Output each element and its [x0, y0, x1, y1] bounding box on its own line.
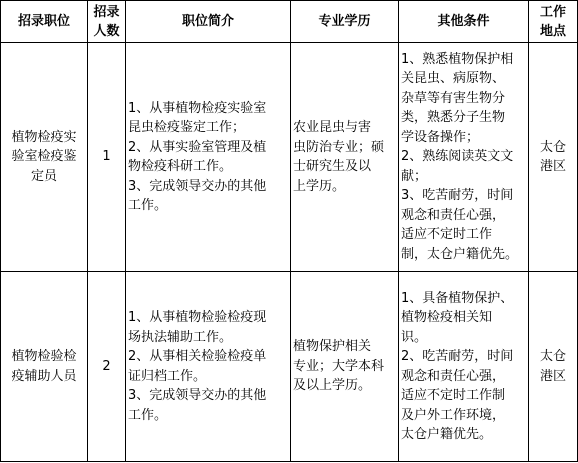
education-line: 士研究生及以 [293, 159, 372, 174]
header-location-line: 工作 [539, 4, 566, 20]
condition-line: 适应不定时工作 [401, 227, 493, 243]
table-row [1, 272, 578, 462]
work-location [529, 272, 578, 462]
condition-line: 类，熟悉分子生物 [401, 110, 506, 126]
work-location-line: 港区 [539, 159, 566, 174]
condition-line: 1、熟悉植物保护相 [401, 51, 514, 67]
education-requirement [291, 43, 399, 272]
education-line: 及以上学历。 [293, 378, 372, 394]
position-title-line: 疫辅助人员 [11, 368, 77, 384]
condition-line: 适应不定时工作制 [401, 388, 506, 403]
headcount: 2 [88, 272, 126, 462]
job-intro-line: 2、从事实验室管理及植 [128, 139, 267, 155]
condition-line: 及户外工作环境， [401, 407, 506, 423]
condition-line: 2、吃苦耐劳，时间 [401, 349, 514, 364]
condition-line: 关昆虫、病原物、 [401, 71, 506, 87]
job-intro-line: 工作。 [128, 407, 168, 423]
other-conditions [399, 43, 529, 272]
position-title [1, 43, 88, 272]
condition-line: 献； [401, 168, 428, 184]
job-intro-line: 物检疫科研工作。 [128, 159, 233, 174]
condition-line: 杂草等有害生物分 [401, 90, 506, 106]
header-position: 招录职位 [1, 1, 88, 43]
condition-line: 识。 [401, 329, 428, 345]
condition-line: 观念和责任心强， [401, 368, 506, 384]
table-row [1, 43, 578, 272]
education-line: 虫防治专业；硕 [293, 139, 385, 155]
job-intro-line: 3、完成领导交办的其他 [128, 178, 267, 194]
work-location-line: 太仓 [539, 349, 566, 364]
position-title-line: 验室检疫鉴 [11, 149, 77, 165]
position-title [1, 272, 88, 462]
header-row [1, 1, 578, 43]
header-intro: 职位简介 [126, 1, 291, 43]
header-location [529, 1, 578, 43]
condition-line: 1、具备植物保护、 [401, 290, 514, 306]
condition-line: 太仓户籍优先。 [401, 427, 493, 442]
education-line: 农业昆虫与害 [293, 120, 372, 135]
condition-line: 观念和责任心强， [401, 207, 506, 223]
job-intro [126, 272, 291, 462]
headcount: 1 [88, 43, 126, 272]
header-conditions: 其他条件 [399, 1, 529, 43]
work-location-line: 港区 [539, 368, 566, 384]
condition-line: 2、熟练阅读英文文 [401, 149, 514, 165]
header-education: 专业学历 [291, 1, 399, 43]
education-requirement [291, 272, 399, 462]
job-intro-line: 证归档工作。 [128, 368, 207, 384]
job-intro-line: 工作。 [128, 198, 168, 213]
condition-line: 3、吃苦耐劳，时间 [401, 188, 514, 204]
condition-line: 植物检疫相关知 [401, 310, 493, 325]
job-intro-line: 2、从事相关检验检疫单 [128, 349, 267, 364]
job-intro-line: 1、从事植物检疫实验室 [128, 100, 267, 116]
header-location-line: 地点 [539, 23, 566, 39]
condition-line: 学设备操作； [401, 129, 480, 145]
job-intro-line: 昆虫检疫鉴定工作； [128, 120, 246, 135]
position-title-line: 定员 [30, 168, 57, 184]
work-location [529, 43, 578, 272]
education-line: 植物保护相关 [293, 339, 372, 355]
position-title-line: 植物检验检 [11, 349, 77, 364]
job-intro-line: 1、从事植物检验检疫现 [128, 310, 267, 325]
education-line: 专业；大学本科 [293, 358, 385, 374]
header-count-line: 人数 [93, 23, 120, 39]
header-count-line: 招录 [93, 4, 120, 20]
job-intro [126, 43, 291, 272]
education-line: 上学历。 [293, 178, 346, 194]
condition-line: 制，太仓户籍优先。 [401, 246, 519, 262]
header-count [88, 1, 126, 43]
job-intro-line: 场执法辅助工作。 [128, 329, 233, 345]
job-intro-line: 3、完成领导交办的其他 [128, 388, 267, 403]
work-location-line: 太仓 [539, 139, 566, 155]
other-conditions [399, 272, 529, 462]
position-title-line: 植物检疫实 [11, 129, 77, 145]
